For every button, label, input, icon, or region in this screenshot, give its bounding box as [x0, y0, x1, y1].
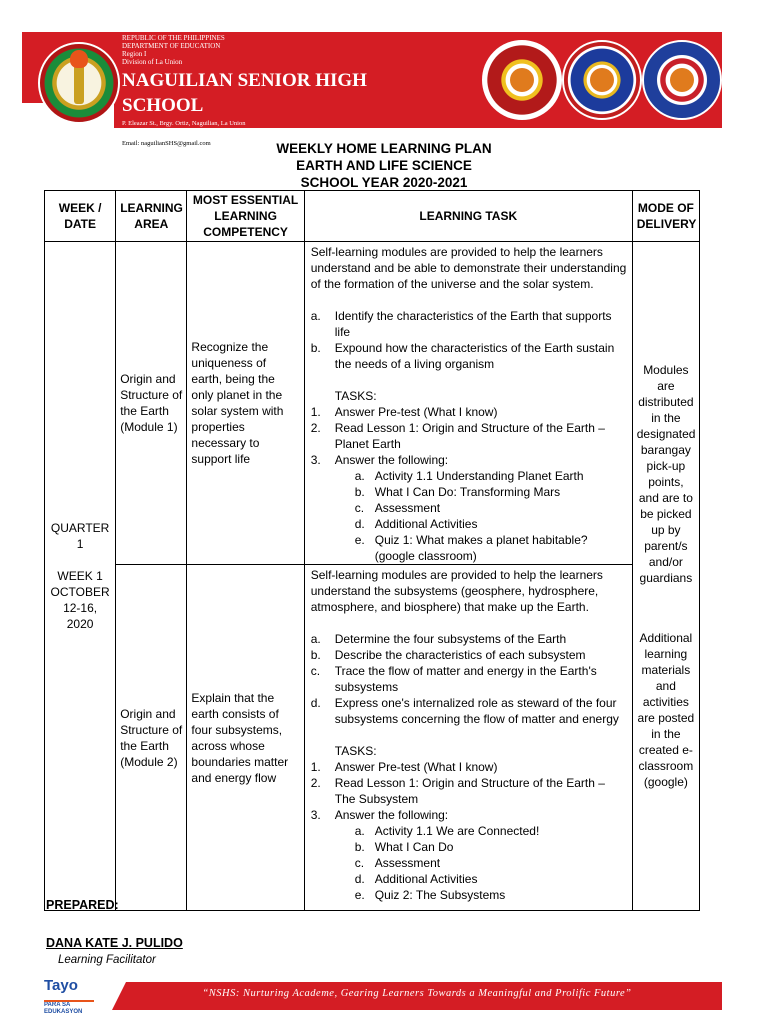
mode-modules-text: Modules are distributed in the designated barangay pick-up points, and are to be picked up by parent/s and/or guardians [636, 363, 696, 585]
header-week-date: WEEK / DATE [45, 191, 116, 242]
address-text: P. Eleazar St., Brgy. Ortiz, Naguilian, La Union [122, 120, 246, 127]
list-text: What I Can Do: Transforming Mars [374, 485, 561, 499]
plan-title: WEEKLY HOME LEARNING PLAN [276, 141, 492, 156]
division-seal-icon [482, 40, 562, 120]
sub-list-item [311, 887, 628, 903]
list-marker: d. [310, 696, 321, 710]
list-text: Quiz 1: What makes a planet habitable? (google classroom) [374, 533, 588, 563]
list-item [311, 452, 628, 468]
header-competency: MOST ESSENTIAL LEARNING COMPETENCY [187, 191, 304, 242]
list-text: Identify the characteristics of the Earth that supports life [334, 309, 612, 339]
list-marker: a. [354, 824, 365, 838]
school-seal-icon [38, 42, 120, 124]
school-year-title: SCHOOL YEAR 2020-2021 [300, 175, 468, 190]
list-item [311, 775, 628, 807]
list-marker: c. [354, 501, 365, 515]
task-intro: Self-learning modules are provided to help the learners understand the subsystems (geosphere, hydrosphere, atmosphere, and biosphere) that make up the Earth. [310, 568, 603, 614]
division-seal-core [510, 68, 534, 92]
week-date-text: WEEK 1 OCTOBER 12-16, 2020 [50, 569, 110, 631]
learning-task-module-2 [304, 565, 632, 911]
department-text: DEPARTMENT OF EDUCATION [122, 42, 221, 50]
list-text: Answer the following: [334, 808, 449, 822]
list-text: What I Can Do [374, 840, 454, 854]
sub-list-item [311, 855, 628, 871]
list-item [311, 404, 628, 420]
schools-division-office-seal-icon [562, 40, 642, 120]
header-learning-area: LEARNING AREA [116, 191, 187, 242]
header-mode-of-delivery: MODE OF DELIVERY [632, 191, 699, 242]
list-item [311, 759, 628, 775]
table-row [45, 565, 700, 911]
signer-role: Learning Facilitator [58, 954, 156, 966]
sub-list-item [311, 468, 628, 484]
list-marker: c. [354, 856, 365, 870]
list-marker: e. [354, 888, 365, 902]
list-text: Express one's internalized role as steward of the four subsystems concerning the flow of matter and energy [334, 696, 619, 726]
competency-module-1: Recognize the uniqueness of earth, being the only planet in the solar system with properties necessary to support life [187, 242, 304, 565]
tayo-logo-subtext: PARA SA EDUKASYON [44, 1002, 83, 1015]
list-item [311, 340, 628, 372]
phone-text: (072) 722-2568(2) [122, 132, 171, 139]
table-row [45, 242, 700, 565]
list-text: Read Lesson 1: Origin and Structure of the Earth – The Subsystem [334, 776, 605, 806]
quarter-text: QUARTER 1 [50, 521, 110, 551]
sdo-seal-core [590, 68, 614, 92]
sub-list-item [311, 532, 628, 564]
learning-plan-table [44, 190, 700, 911]
tayo-logo [44, 977, 100, 1015]
list-marker: 3. [310, 453, 321, 467]
sub-list-item [311, 839, 628, 855]
list-text: Answer the following: [334, 453, 449, 467]
school-name-line2: SCHOOL [122, 95, 204, 116]
list-marker: 1. [310, 405, 321, 419]
list-marker: d. [354, 517, 365, 531]
list-item [311, 663, 628, 695]
footer-motto: “NSHS: Nurturing Academe, Gearing Learners Towards a Meaningful and Prolific Future” [202, 988, 632, 999]
list-text: Assessment [374, 856, 441, 870]
competency-module-2: Explain that the earth consists of four subsystems, across whose boundaries matter and energy flow [187, 565, 304, 911]
list-text: Quiz 2: The Subsystems [374, 888, 506, 902]
email-text: Email: naguilianSHS@gmail.com [122, 140, 211, 147]
list-text: Answer Pre-test (What I know) [334, 405, 498, 419]
list-text: Trace the flow of matter and energy in the Earth's subsystems [334, 664, 597, 694]
prepared-label: PREPARED: [46, 898, 119, 912]
school-info [122, 34, 367, 148]
republic-text: REPUBLIC OF THE PHILIPPINES [122, 34, 225, 42]
list-marker: e. [354, 533, 365, 547]
flame-icon [70, 50, 88, 68]
tayo-logo-line [44, 1000, 94, 1002]
learning-area-module-2: Origin and Structure of the Earth (Module 2) [116, 565, 187, 911]
list-marker: d. [354, 872, 365, 886]
header-learning-task: LEARNING TASK [304, 191, 632, 242]
list-text: Answer Pre-test (What I know) [334, 760, 498, 774]
list-marker: a. [310, 632, 321, 646]
list-marker: b. [310, 341, 321, 355]
signer-name: DANA KATE J. PULIDO [46, 936, 183, 950]
tasks-label: TASKS: [334, 389, 377, 403]
header-banner [22, 32, 722, 147]
list-marker: 3. [310, 808, 321, 822]
list-marker: 2. [310, 421, 321, 435]
list-item [311, 647, 628, 663]
list-text: Read Lesson 1: Origin and Structure of the Earth – Planet Earth [334, 421, 605, 451]
list-text: Determine the four subsystems of the Earth [334, 632, 567, 646]
list-marker: b. [310, 648, 321, 662]
list-marker: b. [354, 840, 365, 854]
deped-seal-core [670, 68, 694, 92]
list-text: Activity 1.1 Understanding Planet Earth [374, 469, 584, 483]
learning-area-module-1: Origin and Structure of the Earth (Module 1) [116, 242, 187, 565]
list-text: Describe the characteristics of each subsystem [334, 648, 586, 662]
list-item [311, 308, 628, 340]
subject-title: EARTH AND LIFE SCIENCE [296, 158, 472, 173]
task-intro: Self-learning modules are provided to help the learners understand and be able to demonstrate their understanding of the formation of the universe and the solar system. [310, 245, 627, 291]
list-text: Additional Activities [374, 517, 478, 531]
sub-list-item [311, 823, 628, 839]
sub-list-item [311, 871, 628, 887]
list-text: Assessment [374, 501, 441, 515]
list-marker: b. [354, 485, 365, 499]
tayo-logo-word: Tayo [44, 977, 78, 994]
sub-list-item [311, 500, 628, 516]
region-text: Region I [122, 50, 147, 58]
school-name-line1: NAGUILIAN SENIOR HIGH [122, 70, 367, 91]
list-marker: a. [354, 469, 365, 483]
sub-list-item [311, 516, 628, 532]
table-header-row [45, 191, 700, 242]
list-item [311, 807, 628, 823]
list-text: Expound how the characteristics of the Earth sustain the needs of a living organism [334, 341, 615, 371]
list-marker: 2. [310, 776, 321, 790]
list-marker: a. [310, 309, 321, 323]
sub-list-item [311, 484, 628, 500]
tasks-label: TASKS: [334, 744, 377, 758]
list-item [311, 695, 628, 727]
list-item [311, 631, 628, 647]
list-text: Additional Activities [374, 872, 478, 886]
deped-seal-icon [642, 40, 722, 120]
mode-of-delivery-cell [632, 242, 699, 911]
list-marker: c. [310, 664, 321, 678]
mode-additional-text: Additional learning materials and activities are posted in the created e-classroom (google) [637, 631, 695, 789]
list-marker: 1. [310, 760, 321, 774]
learning-task-module-1 [304, 242, 632, 565]
list-item [311, 420, 628, 452]
week-cell [45, 242, 116, 911]
division-text: Division of La Union [122, 58, 183, 66]
list-text: Activity 1.1 We are Connected! [374, 824, 540, 838]
